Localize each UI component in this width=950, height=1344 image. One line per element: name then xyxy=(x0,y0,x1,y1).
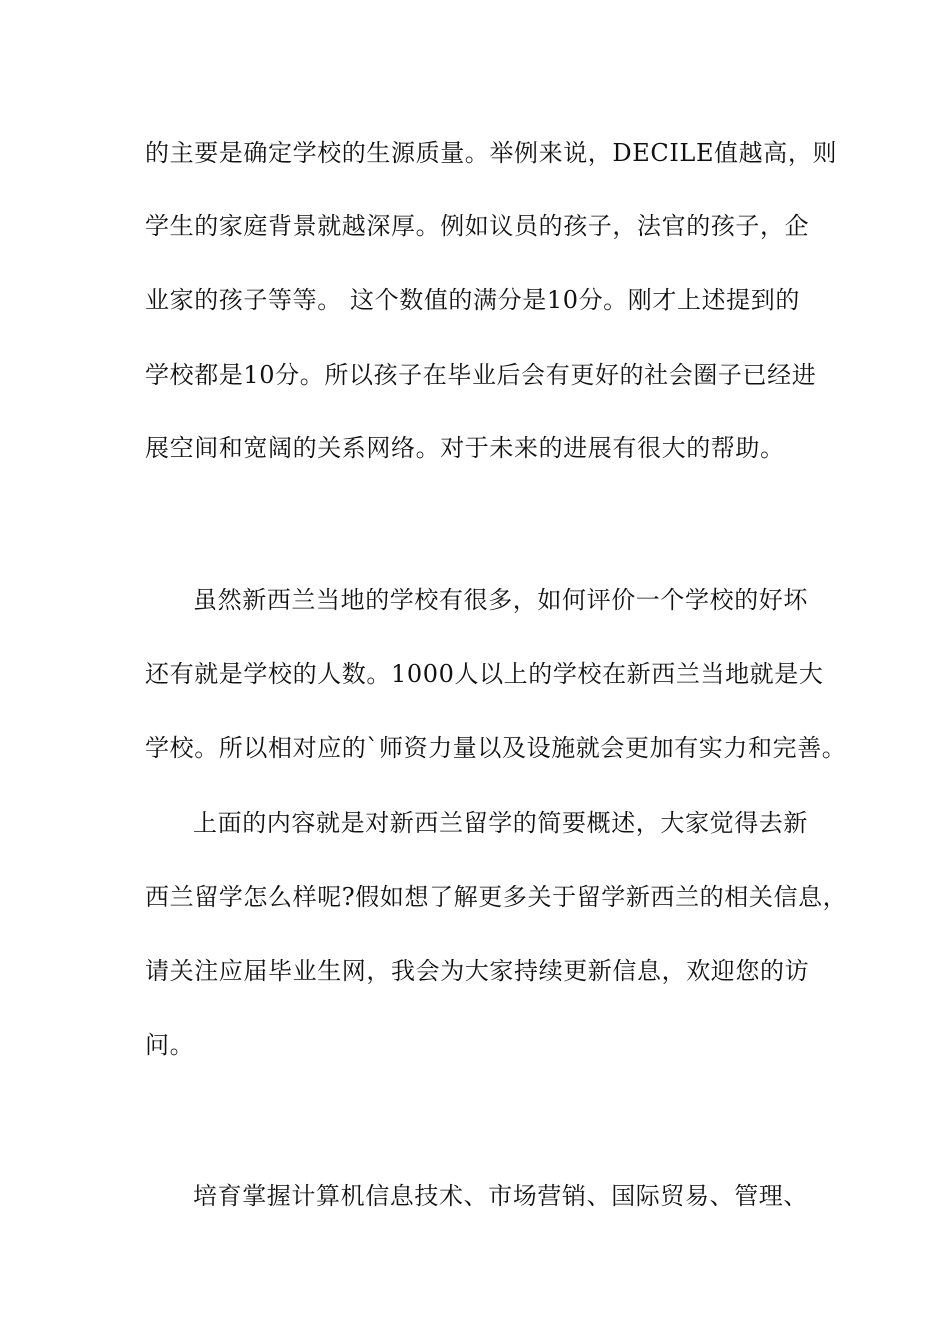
paragraph-line: 西兰留学怎么样呢?假如想了解更多关于留学新西兰的相关信息， xyxy=(145,883,848,911)
paragraph-line: 业家的孩子等等。 这个数值的满分是10分。刚才上述提到的 xyxy=(145,286,800,314)
paragraph-line: 的主要是确定学校的生源质量。举例来说，DECILE值越高，则 xyxy=(145,139,838,167)
paragraph-line: 请关注应届毕业生网，我会为大家持续更新信息，欢迎您的访 xyxy=(145,957,810,985)
paragraph-line: 上面的内容就是对新西兰留学的简要概述，大家觉得去新 xyxy=(193,809,808,837)
paragraph-line: 问。 xyxy=(145,1031,195,1059)
paragraph-line: 学校都是10分。所以孩子在毕业后会有更好的社会圈子已经进 xyxy=(145,361,817,389)
paragraph-line: 展空间和宽阔的关系网络。对于未来的进展有很大的帮助。 xyxy=(145,434,785,462)
paragraph-line: 培育掌握计算机信息技术、市场营销、国际贸易、管理、 xyxy=(193,1182,808,1210)
paragraph-line: 虽然新西兰当地的学校有很多，如何评价一个学校的好坏 xyxy=(193,586,808,614)
paragraph-line: 学校。所以相对应的`师资力量以及设施就会更加有实力和完善。 xyxy=(145,734,847,762)
paragraph-line: 学生的家庭背景就越深厚。例如议员的孩子，法官的孩子，企 xyxy=(145,212,810,240)
paragraph-line: 还有就是学校的人数。1000人以上的学校在新西兰当地就是大 xyxy=(145,660,824,688)
